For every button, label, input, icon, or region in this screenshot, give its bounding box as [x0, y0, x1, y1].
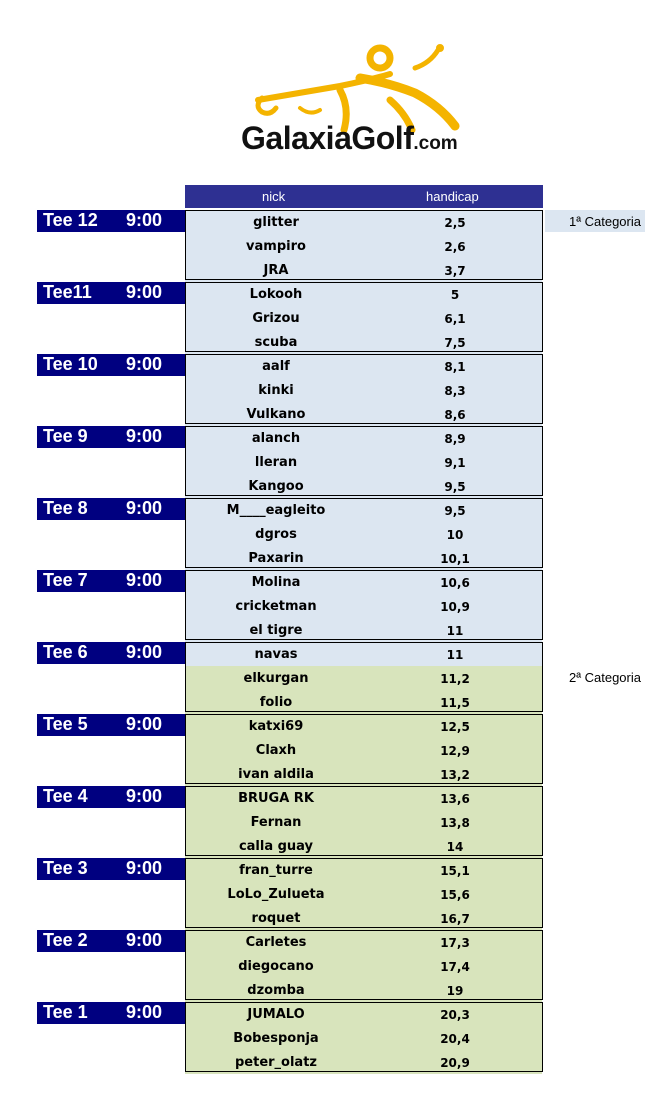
tee-number: Tee 4 — [43, 786, 88, 806]
tee-label — [37, 426, 185, 446]
tee-underline — [37, 662, 185, 664]
player-handicap: 17,4 — [440, 960, 470, 974]
player-nick: Carletes — [245, 935, 307, 950]
tee-label — [37, 354, 185, 374]
player-handicap: 9,5 — [444, 504, 466, 518]
player-handicap: 6,1 — [444, 312, 466, 326]
player-nick: Fernan — [250, 815, 302, 830]
player-nick: dgros — [255, 527, 297, 542]
tee-group-box — [185, 426, 543, 496]
player-handicap: 13,8 — [440, 816, 470, 830]
tee-label — [37, 714, 185, 734]
player-handicap: 17,3 — [440, 936, 470, 950]
tee-time: 9:00 — [126, 786, 163, 806]
tee-underline — [37, 302, 185, 304]
player-nick: Claxh — [255, 743, 297, 758]
tee-number: Tee 7 — [43, 570, 88, 590]
player-handicap: 5 — [450, 288, 460, 302]
player-handicap: 11,2 — [440, 672, 470, 686]
player-nick: navas — [254, 647, 298, 662]
player-handicap: 7,5 — [444, 336, 466, 350]
player-nick: calla guay — [238, 839, 314, 854]
tee-label — [37, 498, 185, 518]
player-nick: alanch — [251, 431, 301, 446]
tee-group-box — [185, 930, 543, 1000]
nick-header: nick — [262, 189, 286, 204]
tee-underline — [37, 1022, 185, 1024]
tee-number: Tee 8 — [43, 498, 88, 518]
tee-time: 9:00 — [126, 642, 163, 662]
tee-group-box — [185, 570, 543, 640]
tee-time: 9:00 — [126, 210, 163, 230]
tee-underline — [37, 590, 185, 592]
player-handicap: 20,4 — [440, 1032, 470, 1046]
tee-number: Tee 12 — [43, 210, 98, 230]
tee-number: Tee 9 — [43, 426, 88, 446]
player-nick: lleran — [254, 455, 298, 470]
player-nick: dzomba — [247, 983, 305, 998]
tee-label — [37, 642, 185, 662]
player-handicap: 11,5 — [440, 696, 470, 710]
player-nick: Grizou — [252, 311, 300, 326]
player-handicap: 12,9 — [440, 744, 470, 758]
player-handicap: 15,1 — [440, 864, 470, 878]
player-nick: vampiro — [246, 239, 306, 254]
tee-underline — [37, 374, 185, 376]
tee-group-box — [185, 786, 543, 856]
tee-time: 9:00 — [126, 354, 163, 374]
player-handicap: 2,6 — [444, 240, 466, 254]
player-nick: JUMALO — [247, 1007, 305, 1022]
logo-wordmark[interactable]: GalaxiaGolf.com — [241, 120, 458, 156]
tee-underline — [37, 518, 185, 520]
player-nick: ivan aldila — [238, 767, 314, 782]
player-nick: fran_turre — [239, 863, 313, 878]
tee-time: 9:00 — [126, 426, 163, 446]
player-nick: Lokooh — [249, 287, 303, 302]
tee-label — [37, 930, 185, 950]
player-handicap: 20,9 — [440, 1056, 470, 1070]
player-nick: aalf — [262, 359, 290, 374]
player-handicap: 9,1 — [444, 456, 466, 470]
player-nick: roquet — [251, 911, 301, 926]
player-nick: M____eagleito — [226, 503, 326, 518]
tee-label — [37, 282, 185, 302]
tee-number: Tee 6 — [43, 642, 88, 662]
tee-group-box — [185, 858, 543, 928]
player-handicap: 10,6 — [440, 576, 470, 590]
player-handicap: 10,9 — [440, 600, 470, 614]
player-nick: Paxarin — [248, 551, 304, 566]
player-handicap: 2,5 — [444, 216, 466, 230]
player-nick: peter_olatz — [234, 1055, 317, 1070]
tee-time: 9:00 — [126, 1002, 163, 1022]
player-handicap: 8,9 — [444, 432, 466, 446]
player-nick: BRUGA RK — [238, 791, 314, 806]
player-handicap: 19 — [446, 984, 464, 998]
tee-number: Tee11 — [43, 282, 92, 302]
tee-underline — [37, 734, 185, 736]
tee-group-box — [185, 354, 543, 424]
tee-group-box — [185, 1002, 543, 1072]
tee-underline — [37, 878, 185, 880]
player-handicap: 9,5 — [444, 480, 466, 494]
tee-underline — [37, 230, 185, 232]
tee-label — [37, 786, 185, 806]
player-nick: Vulkano — [246, 407, 306, 422]
category-label: 1ª Categoria — [545, 210, 645, 232]
tee-time: 9:00 — [126, 498, 163, 518]
category-label: 2ª Categoria — [568, 670, 641, 685]
tee-underline — [37, 806, 185, 808]
player-handicap: 13,2 — [440, 768, 470, 782]
tee-number: Tee 3 — [43, 858, 88, 878]
player-handicap: 11 — [446, 624, 464, 638]
player-handicap: 15,6 — [440, 888, 470, 902]
tee-group-box — [185, 498, 543, 568]
tee-group-box — [185, 210, 543, 280]
tee-underline — [37, 446, 185, 448]
tee-number: Tee 10 — [43, 354, 98, 374]
player-nick: elkurgan — [243, 671, 309, 686]
player-nick: diegocano — [238, 959, 314, 974]
player-nick: cricketman — [235, 599, 317, 614]
tee-group-box — [185, 714, 543, 784]
player-handicap: 10,1 — [440, 552, 470, 566]
player-nick: Molina — [251, 575, 301, 590]
player-handicap: 16,7 — [440, 912, 470, 926]
tee-time: 9:00 — [126, 570, 163, 590]
tee-underline — [37, 950, 185, 952]
player-nick: kinki — [258, 383, 294, 398]
player-nick: JRA — [263, 263, 289, 278]
tee-group-box — [185, 282, 543, 352]
player-nick: LoLo_Zulueta — [227, 887, 325, 902]
player-handicap: 8,6 — [444, 408, 466, 422]
player-handicap: 3,7 — [444, 264, 466, 278]
tee-time: 9:00 — [126, 930, 163, 950]
tee-label — [37, 210, 185, 230]
tee-number: Tee 5 — [43, 714, 88, 734]
player-handicap: 8,1 — [444, 360, 466, 374]
tee-time: 9:00 — [126, 282, 163, 302]
player-nick: katxi69 — [248, 719, 304, 734]
player-handicap: 10 — [446, 528, 464, 542]
player-handicap: 13,6 — [440, 792, 470, 806]
player-handicap: 12,5 — [440, 720, 470, 734]
player-nick: scuba — [254, 335, 298, 350]
tee-number: Tee 1 — [43, 1002, 88, 1022]
player-nick: el tigre — [249, 623, 303, 638]
tee-time: 9:00 — [126, 714, 163, 734]
tee-label — [37, 858, 185, 878]
handicap-header: handicap — [426, 189, 479, 204]
player-handicap: 8,3 — [444, 384, 466, 398]
player-nick: Bobesponja — [233, 1031, 319, 1046]
tee-number: Tee 2 — [43, 930, 88, 950]
player-nick: Kangoo — [248, 479, 304, 494]
player-handicap: 14 — [446, 840, 464, 854]
tee-group-box — [185, 642, 543, 712]
tee-time: 9:00 — [126, 858, 163, 878]
player-handicap: 11 — [446, 648, 464, 662]
player-handicap: 20,3 — [440, 1008, 470, 1022]
tee-label — [37, 1002, 185, 1022]
tee-label — [37, 570, 185, 590]
player-nick: glitter — [253, 215, 299, 230]
player-nick: folio — [259, 695, 293, 710]
